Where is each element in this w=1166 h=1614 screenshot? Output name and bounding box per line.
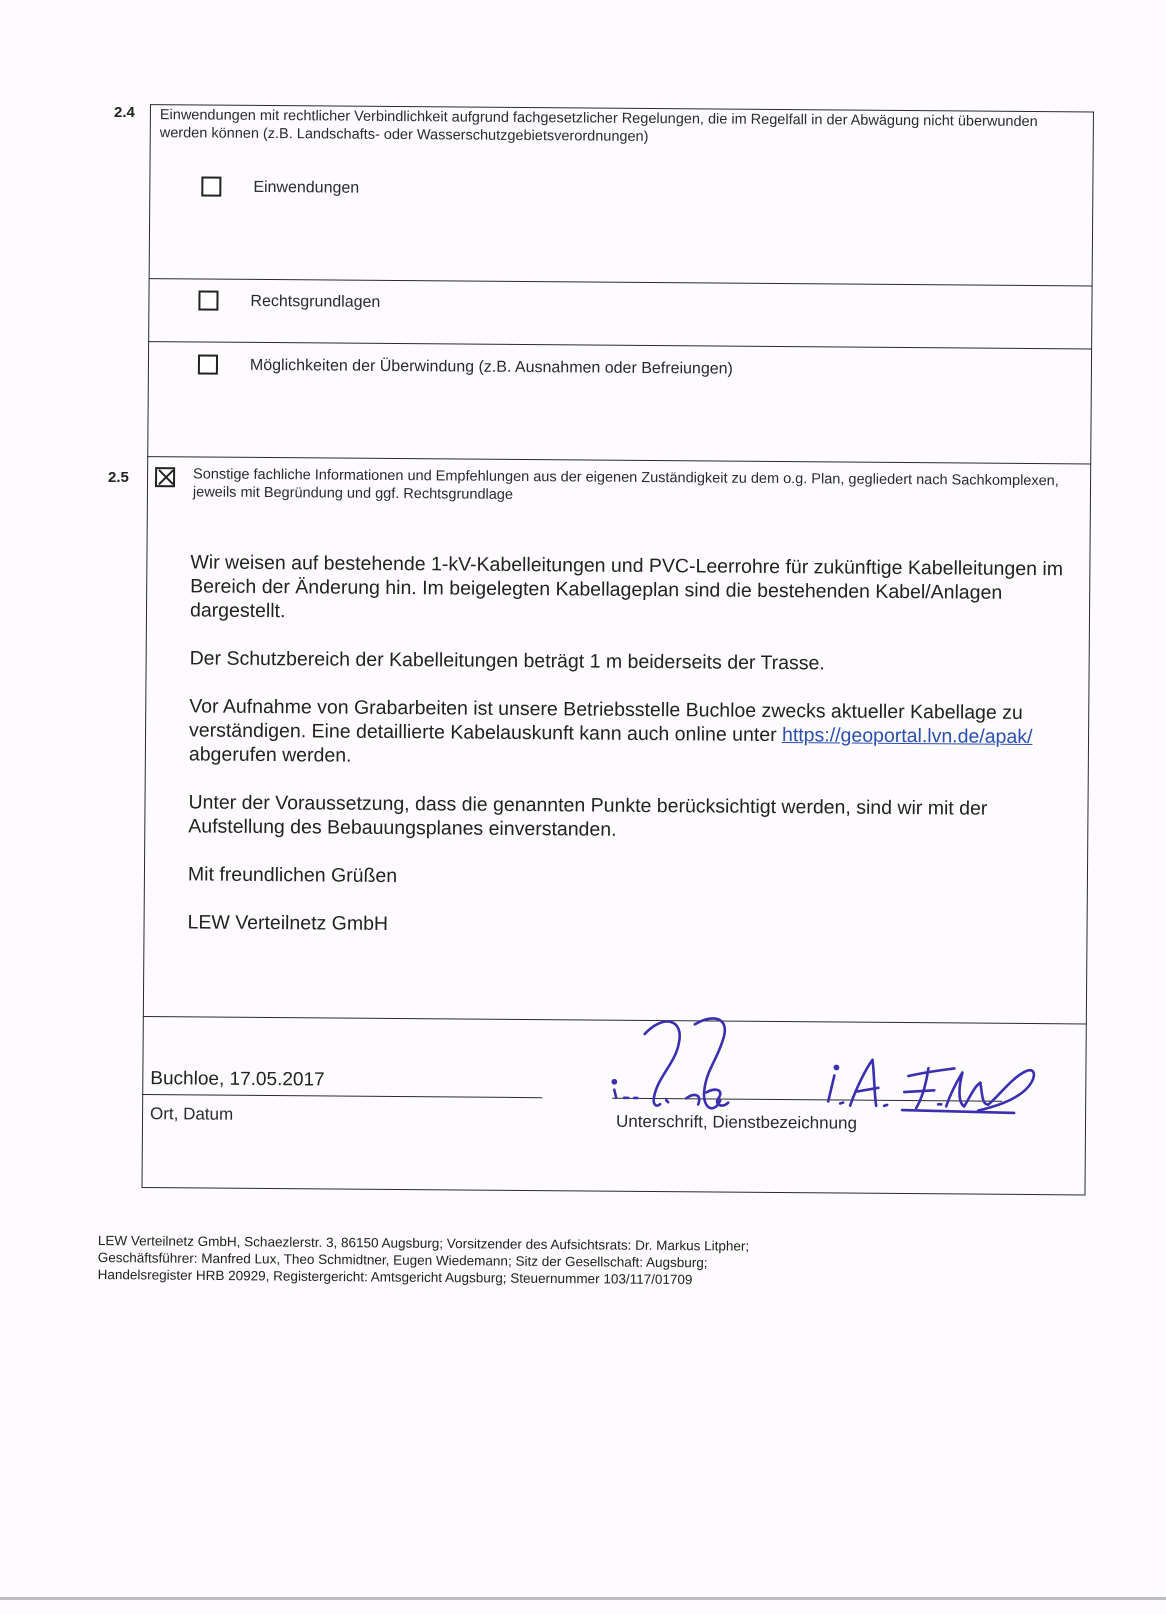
statement-body [187, 550, 1070, 965]
checkbox-einwendungen[interactable] [201, 176, 221, 196]
page-bottom-edge [0, 1597, 1166, 1600]
section-number-2-4: 2.4 [114, 104, 135, 121]
closing-greeting: Mit freundlichen Grüßen [187, 863, 398, 888]
checkbox-rechtsgrundlagen[interactable] [198, 290, 218, 310]
place-date-label: Ort, Datum [149, 1104, 234, 1124]
handwritten-signature [602, 1004, 1063, 1148]
option-rechtsgrundlagen-label: Rechtsgrundlagen [250, 292, 381, 311]
paragraph-schutzbereich: Der Schutzbereich der Kabelleitungen beträgt 1 m beiderseits der Trasse. [189, 647, 825, 675]
section-2-4-heading: Einwendungen mit rechtlicher Verbindlichkeit aufgrund fachgesetzlicher Regelungen, die im Regelfall in der Abwägung nicht überwunden werden können (z.B. Landschafts- oder Wasserschutzgebietsverordnungen) [159, 107, 1038, 145]
form-sheet [131, 104, 1110, 1232]
company-name: LEW Verteilnetz GmbH [187, 911, 389, 935]
footer-line: Handelsregister HRB 20929, Registergericht: Amtsgericht Augsburg; Steuernummer 103/117/01709 [97, 1266, 693, 1288]
option-ueberwindung-label: Möglichkeiten der Überwindung (z.B. Ausnahmen oder Befreiungen) [249, 356, 733, 378]
checkbox-sonstige-informationen[interactable] [155, 467, 175, 487]
signature-label: Unterschrift, Dienstbezeichnung [615, 1111, 858, 1133]
paragraph-grabarbeiten-text: Vor Aufnahme von Grabarbeiten ist unsere Betriebsstelle Buchloe zwecks aktueller Kabellage zu verständigen. Eine detaillierte Kabelauskunft kann auch online unter [188, 695, 1023, 747]
section-2-5-heading: Sonstige fachliche Informationen und Empfehlungen aus der eigenen Zuständigkeit zu dem o.g. Plan, gegliedert nach Sachkomplexen, jeweils mit Begründung und ggf. Rechtsgrundlage [192, 466, 1059, 503]
section-number-2-5: 2.5 [108, 469, 129, 486]
paragraph-grabarbeiten [189, 694, 1070, 773]
company-footer [98, 1232, 918, 1290]
geoportal-link[interactable]: https://geoportal.lvn.de/apak/ [781, 724, 1033, 749]
option-einwendungen-label: Einwendungen [253, 178, 360, 197]
footer-line: Geschäftsführer: Manfred Lux, Theo Schmidtner, Eugen Wiedemann; Sitz der Gesellschaft: Augsburg; [97, 1249, 708, 1271]
paragraph-einverstanden: Unter der Voraussetzung, dass die genannten Punkte berücksichtigt werden, sind wir mit der Aufstellung des Bebauungsplanes einverstanden. [188, 791, 988, 841]
paragraph-grabarbeiten-suffix: abgerufen werden. [188, 743, 352, 767]
footer-line: LEW Verteilnetz GmbH, Schaezlerstr. 3, 86150 Augsburg; Vorsitzender des Aufsichtsrats: Dr. Markus Litpher; [97, 1233, 750, 1254]
place-date: Buchloe, 17.05.2017 [150, 1068, 325, 1091]
paragraph-kabelleitungen: Wir weisen auf bestehende 1-kV-Kabelleitungen und PVC-Leerrohre für zukünftige Kabelleitungen im Bereich der Änderung hin. Im beigelegten Kabellageplan sind die bestehenden Kabel/Anlagen dargestellt. [189, 551, 1064, 623]
checkbox-ueberwindung[interactable] [198, 354, 218, 374]
